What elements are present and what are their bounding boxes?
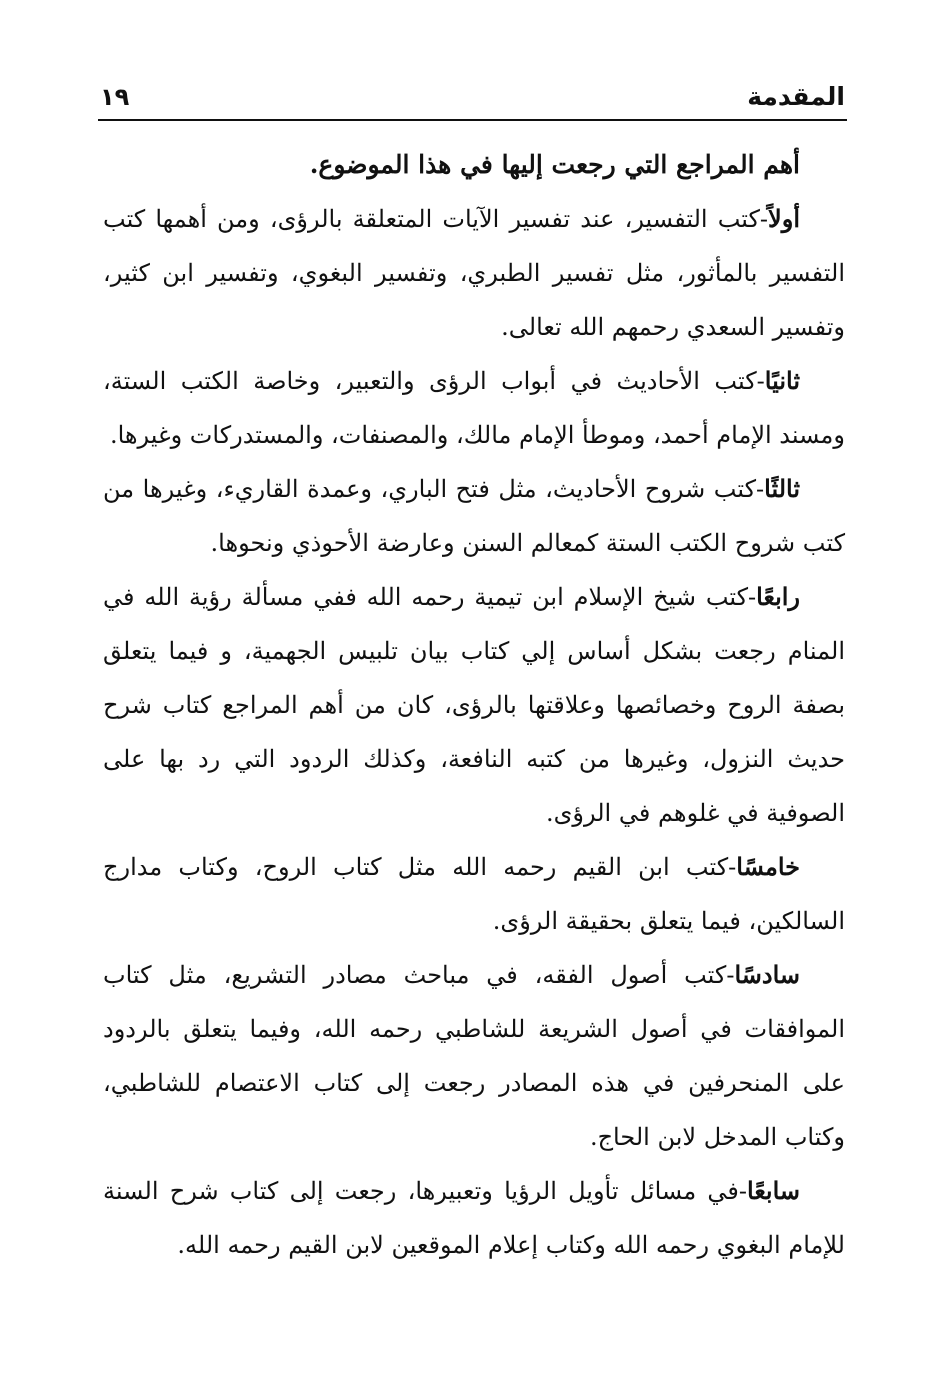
paragraph-text: -في مسائل تأويل الرؤيا وتعبيرها، رجعت إلى كتاب شرح السنة للإمام البغوي رحمه الله وكتاب إعلام الموقعين لابن القيم رحمه الله.: [103, 1177, 845, 1259]
paragraph-text: -كتب ابن القيم رحمه الله مثل كتاب الروح، وكتاب مدارج السالكين، فيما يتعلق بحقيقة الرؤى.: [103, 853, 845, 935]
paragraph-lead: سابعًا: [747, 1176, 800, 1205]
paragraph-lead: ثانيًا: [764, 366, 800, 395]
page-number: ١٩: [100, 83, 130, 111]
section-heading: أهم المراجع التي رجعت إليها في هذا الموضوع.: [309, 150, 800, 179]
paragraph-lead: أولاً: [768, 204, 800, 233]
paragraph-third: [103, 462, 845, 570]
paragraph-text: -كتب شيخ الإسلام ابن تيمية رحمه الله ففي مسألة رؤية الله في المنام رجعت بشكل أساس إلي كتاب بيان تلبيس الجهمية، و فيما يتعلق بصفة الروح وخصائصها وعلاقتها بالرؤى، كان من أهم المراجع كتاب شرح حديث النزول، وغيرها من كتبه النافعة، وكذلك الردود التي رد بها على الصوفية في غلوهم في الرؤى.: [103, 583, 845, 827]
paragraph-lead: ثالثًا: [764, 474, 800, 503]
paragraph-text: -كتب أصول الفقه، في مباحث مصادر التشريع، مثل كتاب الموافقات في أصول الشريعة للشاطبي رحمه الله، وفيما يتعلق بالردود على المنحرفين في هذه المصادر رجعت إلى كتاب الاعتصام للشاطبي، وكتاب المدخل لابن الحاج.: [103, 961, 845, 1151]
paragraph-lead: سادسًا: [734, 960, 800, 989]
paragraph-fifth: [103, 840, 845, 948]
paragraph-first: [103, 192, 845, 354]
paragraph-sixth: [103, 948, 845, 1164]
header-rule: [98, 119, 847, 121]
paragraph-fourth: [103, 570, 845, 840]
paragraph-lead: خامسًا: [736, 852, 800, 881]
paragraph-text: -كتب الأحاديث في أبواب الرؤى والتعبير، وخاصة الكتب الستة، ومسند الإمام أحمد، وموطأ الإمام مالك، والمصنفات، والمستدركات وغيرها.: [103, 367, 845, 449]
paragraph-text: -كتب التفسير، عند تفسير الآيات المتعلقة بالرؤى، ومن أهمها كتب التفسير بالمأثور، مثل تفسير الطبري، وتفسير البغوي، وتفسير ابن كثير، وتفسير السعدي رحمهم الله تعالى.: [103, 205, 845, 341]
page-body: [103, 138, 845, 1272]
running-header: [100, 72, 845, 112]
paragraph-seventh: [103, 1164, 845, 1272]
paragraph-second: [103, 354, 845, 462]
paragraph-text: -كتب شروح الأحاديث، مثل فتح الباري، وعمدة القاريء، وغيرها من كتب شروح الكتب الستة كمعالم السنن وعارضة الأحوذي ونحوها.: [103, 475, 845, 557]
paragraph-lead: رابعًا: [756, 582, 800, 611]
section-title: المقدمة: [747, 82, 845, 111]
